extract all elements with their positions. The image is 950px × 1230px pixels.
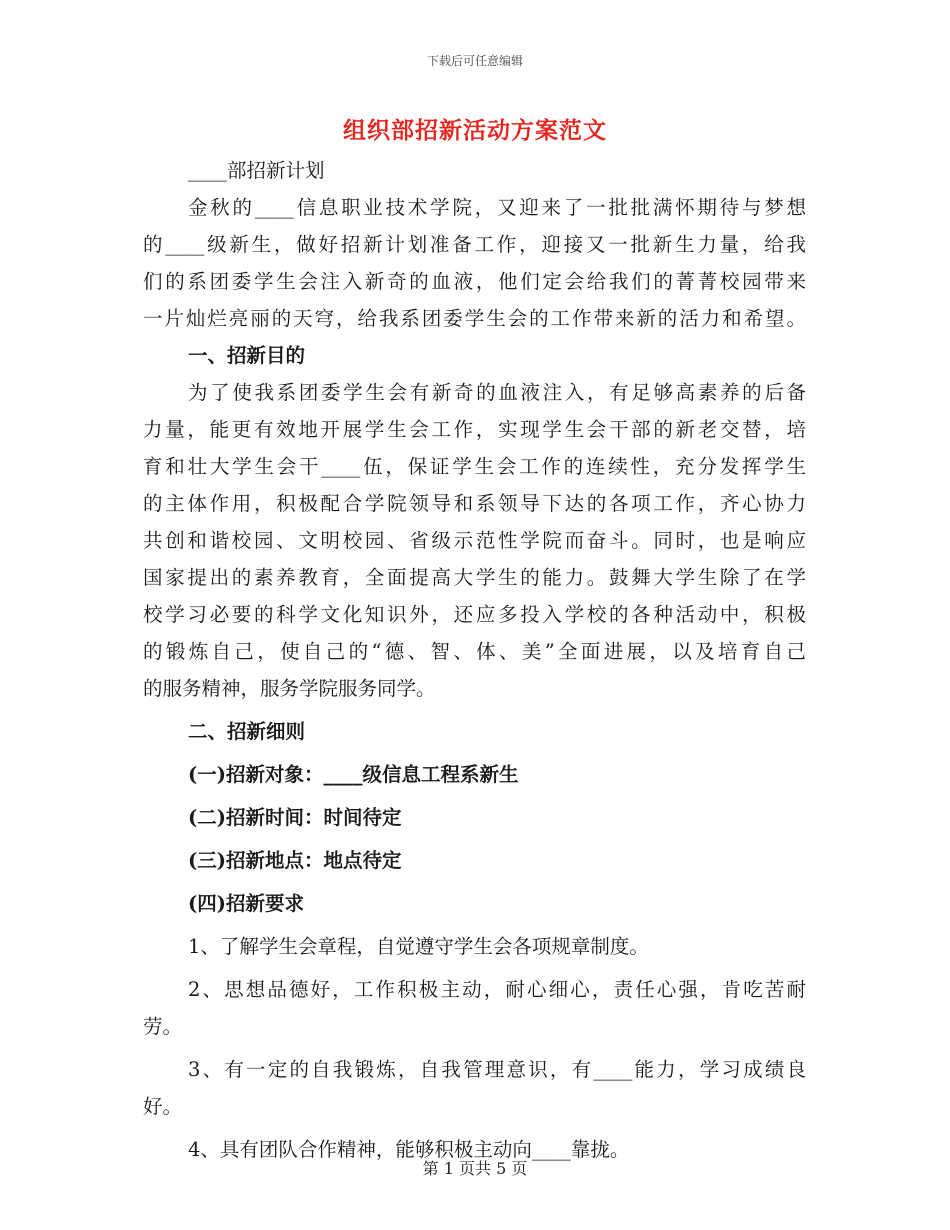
intro-line: 们的系团委学生会注入新奇的血液，他们定会给我们的菁菁校园带来 [143, 270, 806, 293]
rule-item: (四)招新要求 [188, 892, 304, 915]
paragraph-line: 的锻炼自己，使自己的“德、智、体、美”全面进展，以及培育自己 [143, 640, 806, 663]
intro-line: 一片灿烂亮丽的天穹，给我系团委学生会的工作带来新的活力和希望。 [143, 307, 806, 330]
requirement-item: 4、具有团队合作精神，能够积极主动向____靠拢。 [188, 1138, 630, 1161]
paragraph-line: 校学习必要的科学文化知识外，还应多投入学校的各种活动中，积极 [143, 603, 806, 626]
paragraph-line: 国家提出的素养教育，全面提高大学生的能力。鼓舞大学生除了在学 [143, 566, 806, 589]
page-number: 第 1 页共 5 页 [422, 1159, 528, 1178]
requirement-item: 3、有一定的自我锻炼，自我管理意识，有____能力，学习成绩良 [188, 1058, 806, 1081]
paragraph-line: 的主体作用，积极配合学院领导和系领导下达的各项工作，齐心协力 [143, 492, 806, 515]
paragraph-line: 共创和谐校园、文明校园、省级示范性学院而奋斗。同时，也是响应 [143, 529, 806, 552]
intro-line: 金秋的____信息职业技术学院，又迎来了一批批满怀期待与梦想 [188, 196, 806, 219]
subtitle: ____部招新计划 [188, 159, 325, 182]
requirement-item: 1、了解学生会章程，自觉遵守学生会各项规章制度。 [188, 935, 649, 958]
document-body [143, 152, 806, 1168]
section-heading: 二、招新细则 [188, 720, 306, 743]
paragraph-line: 力量，能更有效地开展学生会工作，实现学生会干部的新老交替，培 [143, 418, 806, 441]
rule-item: (一)招新对象：____级信息工程系新生 [188, 763, 519, 786]
document-title: 组织部招新活动方案范文 [343, 117, 607, 144]
rule-item: (二)招新时间：时间待定 [188, 806, 402, 829]
intro-line: 的____级新生，做好招新计划准备工作，迎接又一批新生力量，给我 [143, 233, 806, 256]
paragraph-line: 为了使我系团委学生会有新奇的血液注入，有足够高素养的后备 [188, 381, 806, 404]
paragraph-line: 的服务精神，服务学院服务同学。 [143, 677, 436, 700]
section-heading: 一、招新目的 [188, 344, 306, 367]
paragraph-line: 育和壮大学生会干____伍，保证学生会工作的连续性，充分发挥学生 [143, 455, 806, 478]
page-header-note: 下载后可任意编辑 [426, 54, 523, 68]
requirement-item-continued: 劳。 [143, 1015, 183, 1038]
rule-item: (三)招新地点：地点待定 [188, 849, 402, 872]
requirement-item: 2、思想品德好，工作积极主动，耐心细心，责任心强，肯吃苦耐 [188, 978, 806, 1001]
requirement-item-continued: 好。 [143, 1095, 183, 1118]
